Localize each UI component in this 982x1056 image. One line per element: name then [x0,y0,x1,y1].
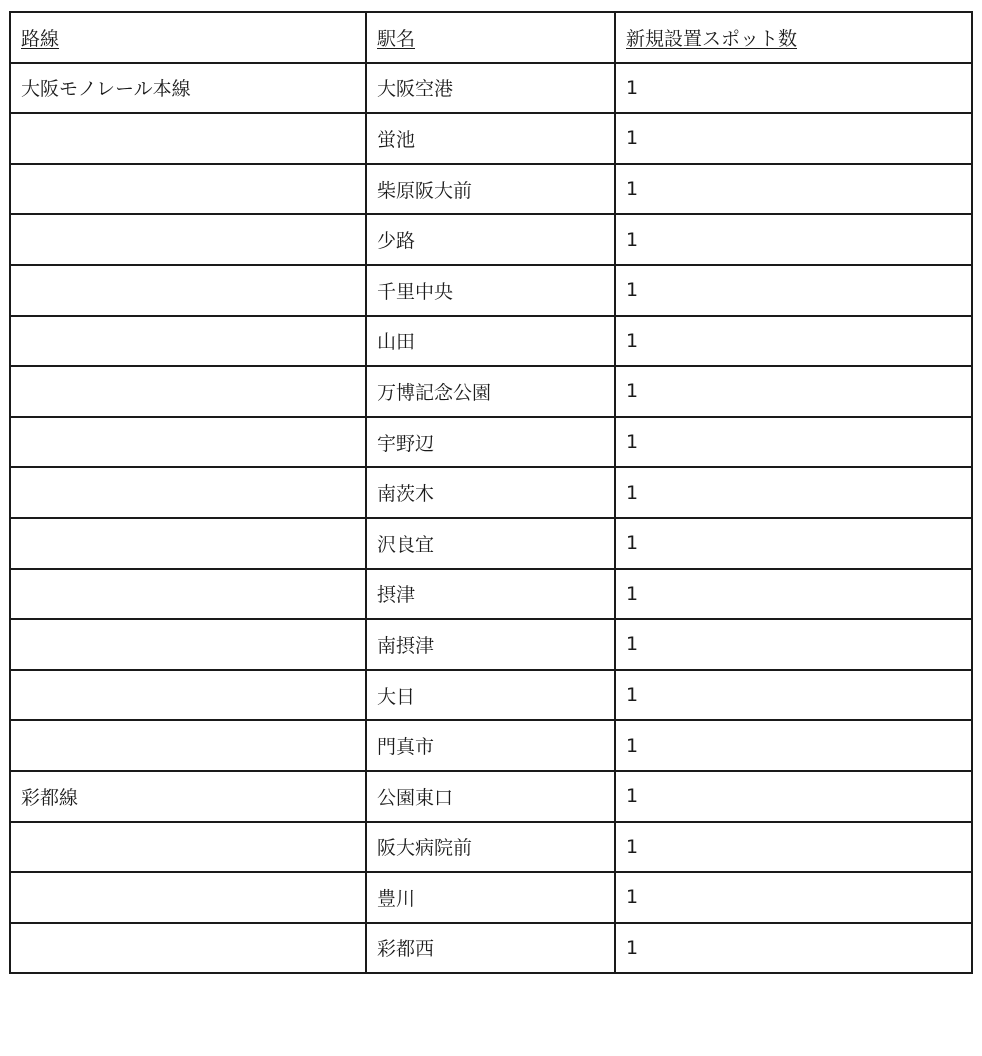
spot-count-cell: 1 [615,366,972,417]
table-row [10,214,972,265]
station-cell: 少路 [366,214,615,265]
spot-count-cell: 1 [615,822,972,873]
column-header-spot-count [615,12,972,63]
spot-count-cell: 1 [615,467,972,518]
station-cell: 宇野辺 [366,417,615,468]
table-row [10,670,972,721]
table-row [10,63,972,114]
table-row [10,417,972,468]
table-body [10,63,972,974]
spot-count-cell: 1 [615,771,972,822]
line-cell [10,872,366,923]
station-cell: 門真市 [366,720,615,771]
table-row [10,822,972,873]
table-row [10,467,972,518]
line-cell [10,265,366,316]
station-cell: 南摂津 [366,619,615,670]
table-header-row [10,12,972,63]
station-cell: 千里中央 [366,265,615,316]
table-row [10,164,972,215]
table-row [10,518,972,569]
table-row [10,316,972,367]
station-cell: 大日 [366,670,615,721]
line-cell [10,518,366,569]
line-cell: 彩都線 [10,771,366,822]
column-header-line [10,12,366,63]
spot-count-cell: 1 [615,214,972,265]
table-row [10,569,972,620]
spot-count-cell: 1 [615,316,972,367]
station-cell: 豊川 [366,872,615,923]
station-cell: 南茨木 [366,467,615,518]
line-cell [10,569,366,620]
line-cell [10,417,366,468]
spot-count-cell: 1 [615,619,972,670]
line-cell [10,366,366,417]
station-cell: 山田 [366,316,615,367]
table-row [10,113,972,164]
table-row [10,720,972,771]
line-cell [10,619,366,670]
table-row [10,366,972,417]
column-header-spot-count-label: 新規設置スポット数 [626,27,798,50]
spot-count-cell: 1 [615,923,972,974]
table-row [10,923,972,974]
table-row [10,265,972,316]
spot-count-cell: 1 [615,720,972,771]
spot-count-cell: 1 [615,265,972,316]
station-cell: 摂津 [366,569,615,620]
line-cell [10,923,366,974]
table-row [10,872,972,923]
spot-count-cell: 1 [615,164,972,215]
station-cell: 大阪空港 [366,63,615,114]
station-cell: 沢良宜 [366,518,615,569]
line-cell [10,214,366,265]
line-cell [10,316,366,367]
station-cell: 蛍池 [366,113,615,164]
spot-count-cell: 1 [615,872,972,923]
station-spot-table [9,11,973,974]
spot-count-cell: 1 [615,670,972,721]
line-cell [10,467,366,518]
station-cell: 阪大病院前 [366,822,615,873]
spot-count-cell: 1 [615,63,972,114]
column-header-station-label: 駅名 [377,27,416,50]
line-cell: 大阪モノレール本線 [10,63,366,114]
spot-count-cell: 1 [615,518,972,569]
station-cell: 彩都西 [366,923,615,974]
table-row [10,619,972,670]
spot-count-cell: 1 [615,113,972,164]
column-header-line-label: 路線 [21,27,60,50]
station-cell: 公園東口 [366,771,615,822]
line-cell [10,113,366,164]
line-cell [10,164,366,215]
column-header-station [366,12,615,63]
station-cell: 万博記念公園 [366,366,615,417]
spot-count-cell: 1 [615,417,972,468]
spot-count-cell: 1 [615,569,972,620]
table-row [10,771,972,822]
station-cell: 柴原阪大前 [366,164,615,215]
line-cell [10,822,366,873]
line-cell [10,720,366,771]
line-cell [10,670,366,721]
